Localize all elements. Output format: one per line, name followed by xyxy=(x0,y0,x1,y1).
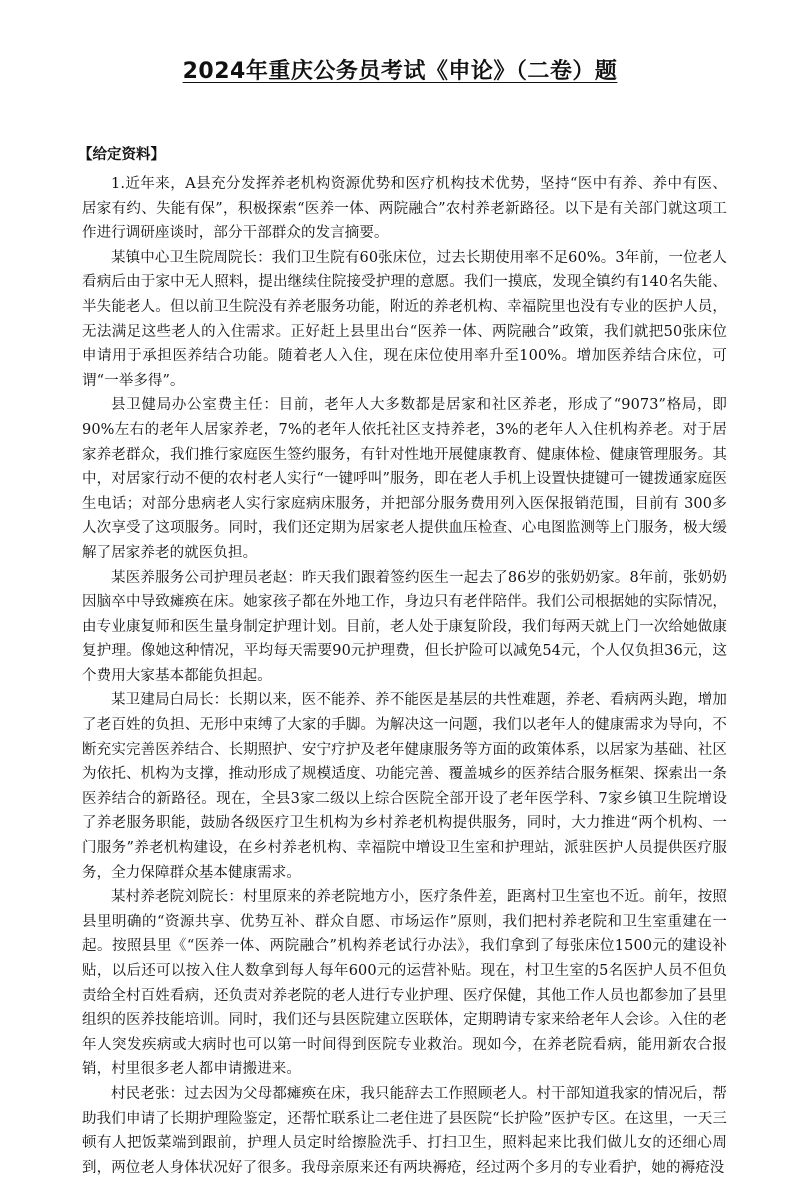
paragraph: 某卫建局白局长：长期以来，医不能养、养不能医是基层的共性难题，养老、看病两头跑，增加了老百姓的负担、无形中束缚了大家的手脚。为解决这一问题，我们以老年人的健康需求为导向，不断充实完善医养结合、长期照护、安宁疗护及老年健康服务等方面的政策体系，以居家为基础、社区为依托、机构为支撑，推动形成了规模适度、功能完善、覆盖城乡的医养结合服务框架、探索出一条医养结合的新路径。现在，全县3家二级以上综合医院全部开设了老年医学科、7家乡镇卫生院增设了养老服务职能，鼓励各级医疗卫生机构为乡村养老机构提供服务，同时，大力推进“两个机构、一门服务”养老机构建设，在乡村养老机构、幸福院中增设卫生室和护理站，派驻医护人员提供医疗服务，全力保障群众基本健康需求。 xyxy=(82,692,727,881)
section-label: 【给定资料】 xyxy=(78,147,165,163)
document-title: 2024年重庆公务员考试《申论》（二卷）题 xyxy=(182,59,618,84)
paragraph: 县卫健局办公室费主任：目前，老年人大多数都是居家和社区养老，形成了“9073”格局，即90%左右的老年人居家养老，7%的老年人依托社区支持养老，3%的老年人入住机构养老。对于居家养老群众，我们推行家庭医生签约服务，有针对性地开展健康教育、健康体检、健康管理服务。其中，对居家行动不便的农村老人实行“一键呼叫”服务，即在老人手机上设置快捷键可一键拨通家庭医生电话；对部分患病老人实行家庭病床服务，并把部分服务费用列入医保报销范围，目前有 300多人次享受了这项服务。同时，我们还定期为居家老人提供血压检查、心电图监测等上门服务，极大缓解了居家养老的就医负担。 xyxy=(82,397,727,561)
paragraph: 某镇中心卫生院周院长：我们卫生院有60张床位，过去长期使用率不足60%。3年前，一位老人看病后由于家中无人照料，提出继续住院接受护理的意愿。我们一摸底，发现全镇约有140名失能、半失能老人。但以前卫生院没有养老服务功能，附近的养老机构、幸福院里也没有专业的医护人员，无法满足这些老人的入住需求。正好赶上县里出台“医养一体、两院融合”政策，我们就把50张床位申请用于承担医养结合功能。随着老人入住，现在床位使用率升至100%。增加医养结合床位，可谓“一举多得”。 xyxy=(82,249,727,389)
paragraph: 1.近年来，A县充分发挥养老机构资源优势和医疗机构技术优势，坚持“医中有养、养中有医、居家有约、失能有保”，积极探索“医养一体、两院融合”农村养老新路径。以下是有关部门就这项工作进行调研座谈时，部分干部群众的发言摘要。 xyxy=(82,176,727,242)
document-body xyxy=(82,172,727,1180)
paragraph: 某医养服务公司护理员老赵：昨天我们跟着签约医生一起去了86岁的张奶奶家。8年前，张奶奶因脑卒中导致瘫痪在床。她家孩子都在外地工作，身边只有老伴陪伴。我们公司根据她的实际情况，由专业康复师和医生量身制定护理计划。目前，老人处于康复阶段，我们每两天就上门一次给她做康复护理。像她这种情况，平均每天需要90元护理费，但长护险可以减免54元，个人仅负担36元，这个费用大家基本都能负担起。 xyxy=(82,569,727,684)
paragraph: 村民老张：过去因为父母都瘫痪在床，我只能辞去工作照顾老人。村干部知道我家的情况后，帮助我们申请了长期护理险鉴定，还帮忙联系让二老住进了县医院“长护险”医护专区。在这里，一天三顿有人把饭菜端到跟前，护理人员定时给擦脸洗手、打扫卫生，照料起来比我们做儿女的还细心周到，两位老人身体状况好了很多。我母亲原来还有两块褥疮，经过两个多月的专业看护，她的褥疮没 xyxy=(82,1085,727,1176)
paragraph: 某村养老院刘院长：村里原来的养老院地方小，医疗条件差，距离村卫生室也不近。前年，按照县里明确的“资源共享、优势互补、群众自愿、市场运作”原则，我们把村养老院和卫生室重建在一起。按照县里《“医养一体、两院融合”机构养老试行办法》，我们拿到了每张床位1500元的建设补贴，以后还可以按入住人数拿到每人每年600元的运营补贴。现在，村卫生室的5名医护人员不但负责给全村百姓看病，还负责对养老院的老人进行专业护理、医疗保健，其他工作人员也都参加了县里组织的医养技能培训。同时，我们还与县医院建立医联体，定期聘请专家来给老年人会诊。入住的老年人突发疾病或大病时也可以第一时间得到医院专业救治。现如今，在养老院看病，能用新农合报销，村里很多老人都申请搬进来。 xyxy=(82,889,727,1078)
